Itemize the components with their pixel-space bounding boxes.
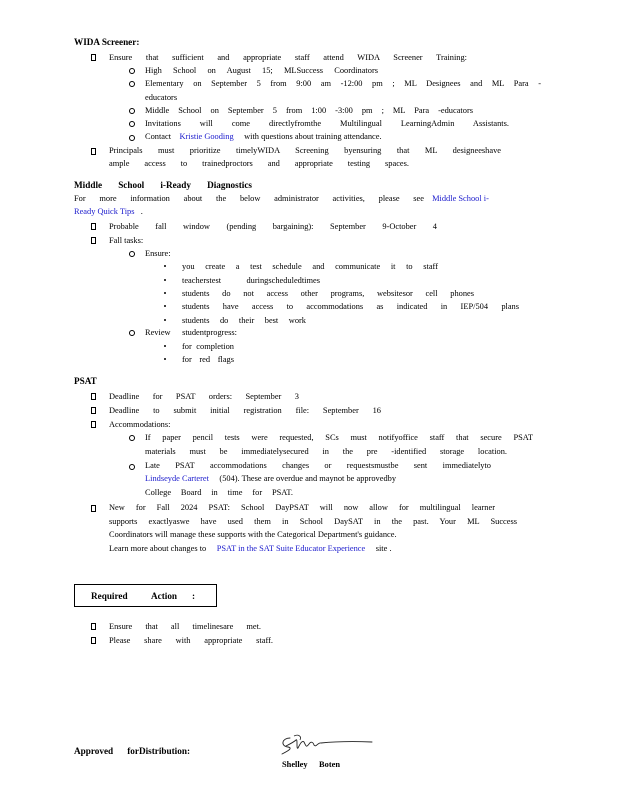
iready-intro xyxy=(74,193,514,204)
circle-bullet-icon xyxy=(129,330,135,336)
wida-sub-2-cont: educators xyxy=(145,93,178,102)
signer-name: Shelley Boten xyxy=(282,760,340,769)
circle-bullet-icon xyxy=(129,135,135,141)
approved-for-distribution: Approved forDistribution: xyxy=(74,746,190,756)
wida-item-1: Ensure that sufficient and appropriate staff attend WIDA Screener Training: xyxy=(109,53,467,62)
learn-more-text: Learn more about changes to xyxy=(109,544,207,553)
required-label: Required xyxy=(91,591,128,601)
bullet-dot-icon xyxy=(164,265,166,267)
psat-item-4-cont-3 xyxy=(109,543,392,554)
circle-bullet-icon xyxy=(129,121,135,127)
psat-accom-1: If paper pencil tests were requested, SCs must notifyoffice staff that secure PSAT xyxy=(145,433,533,442)
circle-bullet-icon xyxy=(129,68,135,74)
lindseyde-carteret-link[interactable]: Lindseyde Carteret xyxy=(145,474,209,483)
site-text: site . xyxy=(375,544,392,553)
square-bullet-icon xyxy=(91,421,96,428)
square-bullet-icon xyxy=(91,407,96,414)
required-item-2: Please share with appropriate staff. xyxy=(109,636,273,645)
wida-sub-2: Elementary on September 5 from 9:00 am -12:00 pm ; ML Designees and ML Para - xyxy=(145,79,541,88)
iready-item-2: Fall tasks: xyxy=(109,236,144,245)
wida-sub-4: Invitations will come directlyfromthe Multilingual LearningAdmin Assistants. xyxy=(145,119,509,128)
bullet-dot-icon xyxy=(164,279,166,281)
psat-item-2: Deadline to submit initial registration file: September 16 xyxy=(109,406,381,415)
iready-item-1: Probable fall window (pending bargaining): September 9-October 4 xyxy=(109,222,437,231)
iready-bullet-3: students do not access other programs, websitesor cell phones xyxy=(182,289,474,298)
wida-heading: WIDA Screener: xyxy=(74,37,140,47)
circle-bullet-icon xyxy=(129,464,135,470)
square-bullet-icon xyxy=(91,237,96,244)
wida-sub-3: Middle School on September 5 from 1:00 -3:00 pm ; ML Para -educators xyxy=(145,106,473,115)
psat-item-4-cont-1: supports exactlyaswe have used them in School DaySAT in the past. Your ML Success xyxy=(109,517,517,526)
psat-accom-1-cont: materials must be immediatelysecured in the pre -identified storage location. xyxy=(145,447,507,456)
iready-bullet-4: students have access to accommodations as indicated in IEP/504 plans xyxy=(182,302,519,311)
iready-intro-text: For more information about the below administrator activities, please see xyxy=(74,194,424,203)
iready-heading: Middle School i-Ready Diagnostics xyxy=(74,180,252,190)
wida-item-2: Principals must prioritize timelyWIDA Screening byensuring that ML designeeshave xyxy=(109,146,501,155)
contact-label: Contact xyxy=(145,132,172,141)
square-bullet-icon xyxy=(91,393,96,400)
middle-school-iready-link[interactable]: Middle School i- xyxy=(432,194,489,203)
square-bullet-icon xyxy=(91,54,96,61)
bullet-dot-icon xyxy=(164,345,166,347)
circle-bullet-icon xyxy=(129,81,135,87)
wida-item-2-cont: ample access to trainedproctors and appropriate testing spaces. xyxy=(109,159,409,168)
required-item-1: Ensure that all timelinesare met. xyxy=(109,622,261,631)
contact-rest: with questions about training attendance. xyxy=(244,132,382,141)
circle-bullet-icon xyxy=(129,435,135,441)
iready-bullet-5: students do their best work xyxy=(182,316,306,325)
iready-intro-cont xyxy=(74,206,143,217)
psat-accom-2: Late PSAT accommodations changes or requestsmustbe sent immediatelyto xyxy=(145,461,491,470)
ready-quick-tips-link[interactable]: Ready Quick Tips xyxy=(74,207,135,216)
bullet-dot-icon xyxy=(164,292,166,294)
psat-accom-2-cont xyxy=(145,473,537,484)
bullet-dot-icon xyxy=(164,305,166,307)
iready-bullet-1: you create a test schedule and communicate it to staff xyxy=(182,262,438,271)
iready-review-2: for red flags xyxy=(182,355,234,364)
wida-sub-5 xyxy=(145,131,451,142)
psat-heading: PSAT xyxy=(74,376,97,386)
square-bullet-icon xyxy=(91,223,96,230)
square-bullet-icon xyxy=(91,505,96,512)
psat-item-1: Deadline for PSAT orders: September 3 xyxy=(109,392,299,401)
action-label: Action xyxy=(151,591,178,601)
signature-image xyxy=(276,728,376,758)
psat-accom-2-rest: (504). These are overdue and maynot be approvedby xyxy=(219,474,397,483)
psat-item-4-cont-2: Coordinators will manage these supports with the Categorical Department's guidance. xyxy=(109,530,397,539)
required-action-box xyxy=(74,584,217,607)
sat-suite-educator-experience-link[interactable]: PSAT in the SAT Suite Educator Experience xyxy=(216,544,366,553)
iready-review-1: for completion xyxy=(182,342,234,351)
colon-label: : xyxy=(192,591,196,601)
kristie-gooding-link[interactable]: Kristie Gooding xyxy=(179,132,234,141)
square-bullet-icon xyxy=(91,637,96,644)
square-bullet-icon xyxy=(91,623,96,630)
iready-review: Review studentprogress: xyxy=(145,328,237,337)
wida-sub-1: High School on August 15; MLSuccess Coordinators xyxy=(145,66,378,75)
bullet-dot-icon xyxy=(164,358,166,360)
circle-bullet-icon xyxy=(129,108,135,114)
bullet-dot-icon xyxy=(164,319,166,321)
psat-item-3: Accommodations: xyxy=(109,420,171,429)
square-bullet-icon xyxy=(91,148,96,155)
iready-ensure: Ensure: xyxy=(145,249,171,258)
iready-bullet-2: teacherstest duringscheduledtimes xyxy=(182,276,320,285)
iready-intro-period: . xyxy=(140,207,143,216)
psat-accom-2-end: College Board in time for PSAT. xyxy=(145,488,293,497)
circle-bullet-icon xyxy=(129,251,135,257)
psat-item-4: New for Fall 2024 PSAT: School DayPSAT will now allow for multilingual learner xyxy=(109,503,495,512)
